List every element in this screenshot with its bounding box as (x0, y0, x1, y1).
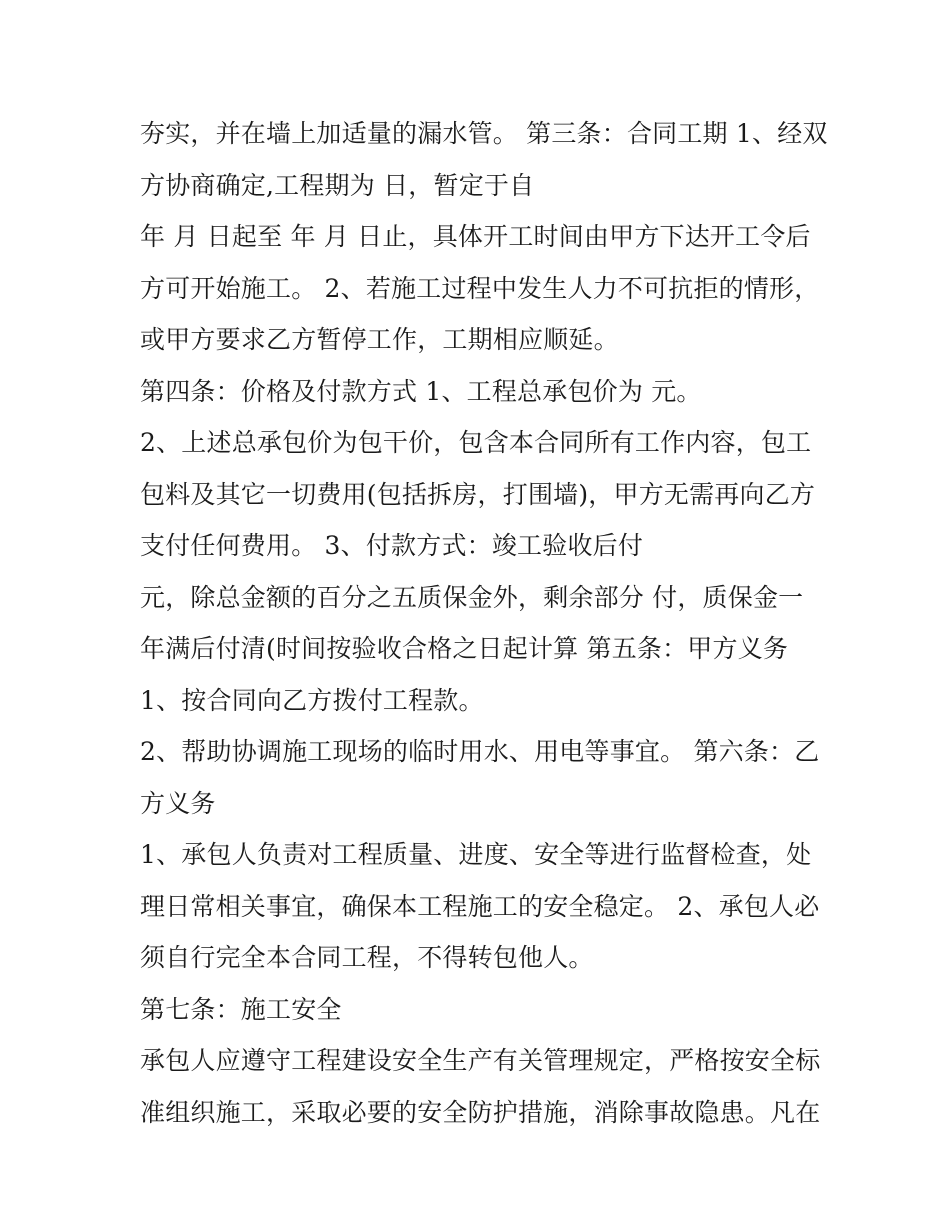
text-line: 2、上述总承包价为包干价，包含本合同所有工作内容，包工 (140, 428, 812, 457)
text-line: 第四条：价格及付款方式 1、工程总承包价为 元。 (140, 376, 702, 406)
text-line: 1、按合同向乙方拨付工程款。 (140, 685, 484, 715)
text-line: 年满后付清(时间按验收合格之日起计算 第五条：甲方义务 (140, 634, 789, 663)
text-line: 支付任何费用。 3、付款方式：竣工验收后付 (140, 531, 644, 560)
text-line: 理日常相关事宜，确保本工程施工的安全稳定。 2、承包人必 (140, 891, 820, 921)
text-line: 或甲方要求乙方暂停工作，工期相应顺延。 (140, 325, 619, 354)
text-line: 元，除总金额的百分之五质保金外，剩余部分 付，质保金一 (140, 582, 804, 612)
text-line: 方义务 (140, 788, 216, 818)
text-line: 1、承包人负责对工程质量、进度、安全等进行监督检查，处 (140, 840, 812, 869)
text-line: 承包人应遵守工程建设安全生产有关管理规定，严格按安全标 (140, 1046, 821, 1075)
text-line: 夯实，并在墙上加适量的漏水管。 第三条：合同工期 1、经双 (140, 119, 828, 148)
text-line: 2、帮助协调施工现场的临时用水、用电等事宜。 第六条：乙 (140, 737, 820, 766)
text-line: 准组织施工，采取必要的安全防护措施，消除事故隐患。凡在 (140, 1097, 821, 1127)
text-line: 方可开始施工。 2、若施工过程中发生人力不可抗拒的情形， (140, 273, 820, 303)
contract-text (140, 108, 830, 1138)
text-line: 第七条：施工安全 (140, 994, 342, 1024)
text-line: 年 月 日起至 年 月 日止，具体开工时间由甲方下达开工令后 (140, 222, 811, 251)
text-line: 须自行完全本合同工程，不得转包他人。 (140, 943, 594, 972)
text-line: 方协商确定,工程期为 日，暂定于自 (140, 170, 535, 200)
text-line: 包料及其它一切费用(包括拆房，打围墙)，甲方无需再向乙方 (140, 479, 816, 509)
